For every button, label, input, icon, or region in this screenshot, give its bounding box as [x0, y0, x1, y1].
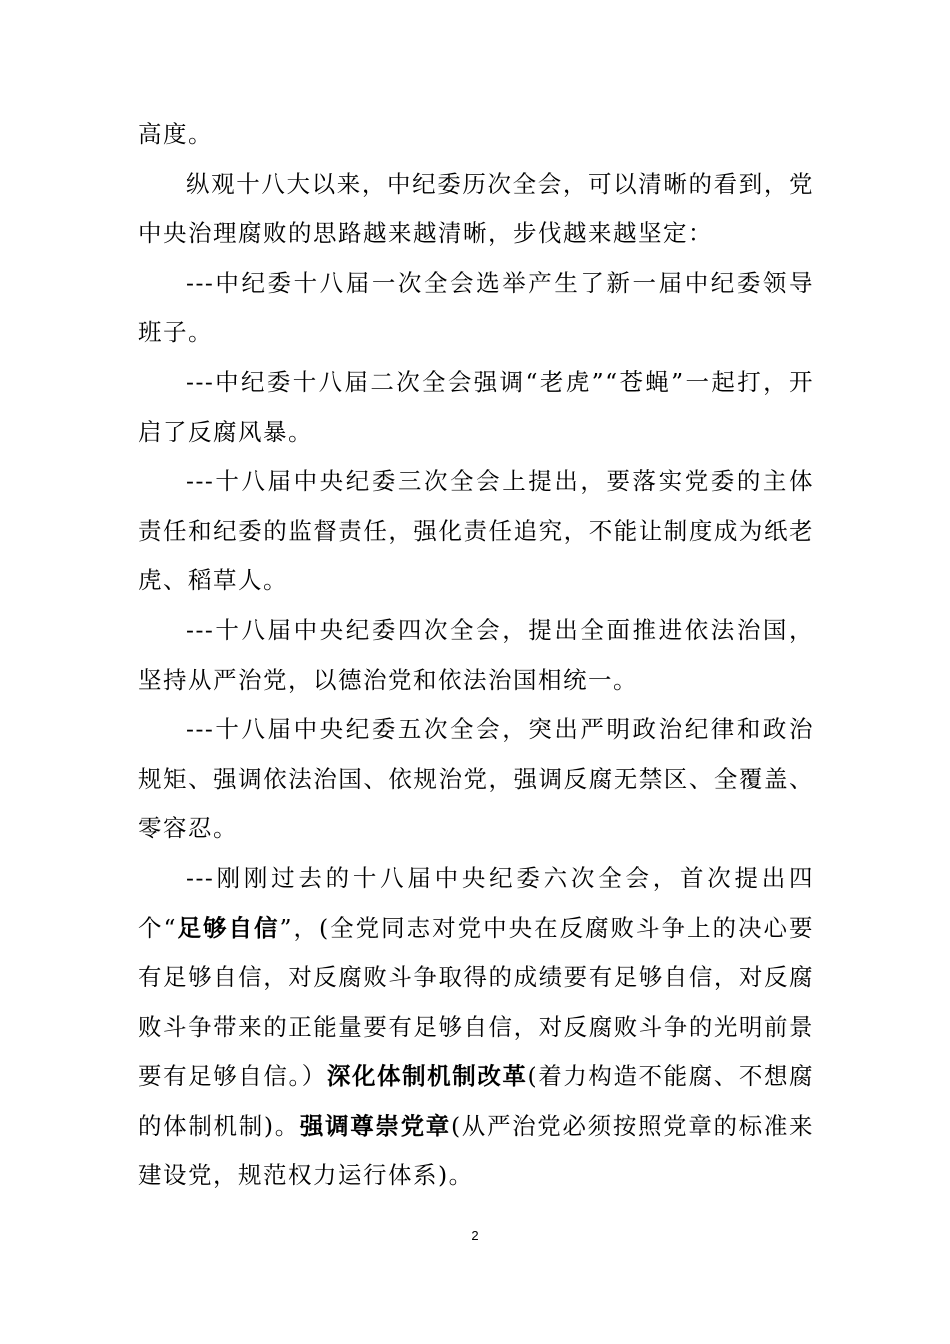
text-segment: ---十八届中央纪委三次全会上提出，要落实党委的主体责任和纪委的监督责任，强化责任追究，不能让制度成为纸老虎、稻草人。 [138, 467, 814, 595]
text-segment: ---中纪委十八届二次全会强调“老虎”“苍蝇”一起打，开启了反腐风暴。 [138, 367, 814, 446]
text-segment: 高度。 [138, 120, 213, 148]
page-number: 2 [471, 1228, 479, 1243]
paragraph [138, 358, 814, 457]
bold-text: 强调尊崇党章 [299, 1111, 451, 1140]
paragraph [138, 705, 814, 854]
text-segment: (着力构造不能腐、不想腐的体制机制)。 [138, 1062, 815, 1140]
paragraph [138, 854, 814, 1201]
bold-text: 深化体制机制改革 [326, 1062, 528, 1091]
paragraph [138, 160, 814, 259]
text-segment: ---十八届中央纪委四次全会，提出全面推进依法治国，坚持从严治党，以德治党和依法治国相统一。 [138, 615, 814, 694]
text-segment: ---十八届中央纪委五次全会，突出严明政治纪律和政治规矩、强调依法治国、依规治党，强调反腐无禁区、全覆盖、零容忍。 [138, 715, 814, 843]
bold-text: 足够自信 [177, 913, 280, 942]
paragraph [138, 606, 814, 705]
text-segment: ”，(全党同志对党中央在反腐败斗争上的决心要有足够自信，对反腐败斗争取得的成绩要有足够自信，对反腐败斗争带来的正能量要有足够自信，对反腐败斗争的光明前景要有足够自信。） [138, 913, 815, 1091]
paragraph [138, 259, 814, 358]
text-segment: ---中纪委十八届一次全会选举产生了新一届中纪委领导班子。 [138, 268, 814, 347]
paragraph [138, 457, 814, 606]
paragraph [138, 110, 814, 160]
document-body [138, 110, 814, 1201]
text-segment: (从严治党必须按照党章的标准来建设党，规范权力运行体系)。 [138, 1111, 815, 1190]
text-segment: 纵观十八大以来，中纪委历次全会，可以清晰的看到，党中央治理腐败的思路越来越清晰，步伐越来越坚定： [138, 169, 814, 248]
text-segment: ---刚刚过去的十八届中央纪委六次全会，首次提出四个“ [138, 863, 814, 942]
